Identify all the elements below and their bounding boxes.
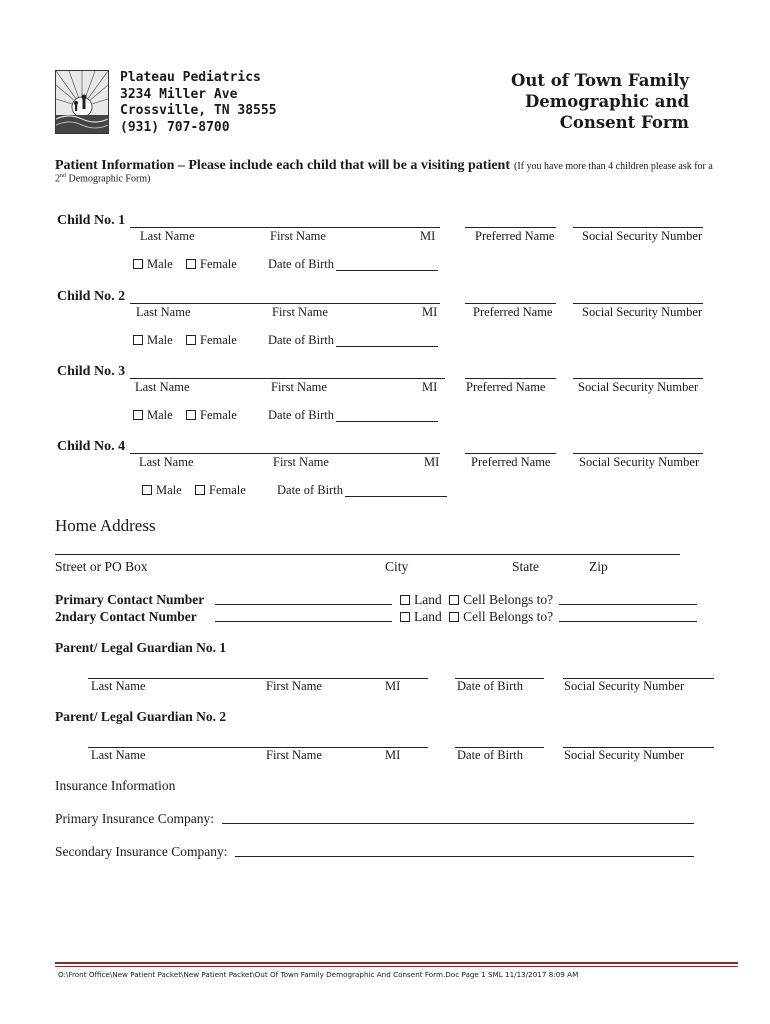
child-1-ssn-label: Social Security Number: [582, 229, 703, 243]
clinic-city: Crossville, TN 38555: [120, 103, 277, 118]
child-4-preferred-label: Preferred Name: [471, 455, 551, 469]
child-1-male-option: [133, 257, 173, 272]
child-2-male-checkbox[interactable]: [133, 335, 143, 345]
primary-contact-field[interactable]: [215, 604, 392, 605]
child-2-mi-label: MI: [422, 305, 438, 319]
child-4-female-label: Female: [209, 483, 246, 497]
child-3-last-name-label: Last Name: [135, 380, 190, 394]
child-1-female-label: Female: [200, 257, 237, 271]
clinic-name: Plateau Pediatrics: [120, 70, 261, 85]
child-2-last-name-label: Last Name: [136, 305, 191, 319]
street-label: Street or PO Box: [55, 559, 148, 574]
child-3-ssn-field[interactable]: [573, 378, 703, 379]
patient-info-note-cont: 2nd Demographic Form): [55, 173, 151, 185]
guardian-2-mi-label: MI: [385, 748, 401, 762]
child-4-male-option: [142, 483, 182, 498]
patient-info-heading: Patient Information – Please include each child that will be a visiting patient: [55, 158, 510, 173]
form-title-line-3: Consent Form: [559, 113, 689, 132]
secondary-insurance-label: Secondary Insurance Company:: [55, 844, 228, 859]
child-3-first-name-label: First Name: [271, 380, 327, 394]
guardian-2-label: Parent/ Legal Guardian No. 2: [55, 709, 227, 724]
primary-land-label: Land: [414, 592, 442, 607]
secondary-cell-checkbox[interactable]: [449, 612, 459, 622]
secondary-insurance-field[interactable]: [235, 856, 694, 857]
clinic-address-block: [120, 70, 277, 136]
primary-cell-checkbox[interactable]: [449, 595, 459, 605]
guardian-1-last-name-label: Last Name: [91, 679, 146, 693]
child-3-preferred-label: Preferred Name: [466, 380, 546, 394]
child-3-label: Child No. 3: [57, 364, 126, 379]
patient-info-heading-row: [55, 156, 713, 174]
child-4-dob-label: Date of Birth: [277, 483, 343, 497]
child-3-ssn-label: Social Security Number: [578, 380, 699, 394]
child-4-female-checkbox[interactable]: [195, 485, 205, 495]
primary-cell-owner-field[interactable]: [559, 604, 697, 605]
primary-land-checkbox[interactable]: [400, 595, 410, 605]
primary-contact-label: Primary Contact Number: [55, 592, 205, 607]
child-2-female-checkbox[interactable]: [186, 335, 196, 345]
child-2-dob-label: Date of Birth: [268, 333, 334, 347]
primary-cell-label: Cell Belongs to?: [463, 592, 554, 607]
guardian-1-first-name-label: First Name: [266, 679, 322, 693]
secondary-land-checkbox[interactable]: [400, 612, 410, 622]
child-2-preferred-field[interactable]: [465, 303, 556, 304]
child-3-male-checkbox[interactable]: [133, 410, 143, 420]
child-3-name-field[interactable]: [130, 378, 445, 379]
child-1-female-option: [186, 257, 237, 272]
guardian-2-dob-label: Date of Birth: [457, 748, 523, 762]
child-2-ssn-label: Social Security Number: [582, 305, 703, 319]
child-1-dob-label: Date of Birth: [268, 257, 334, 271]
primary-insurance-field[interactable]: [222, 823, 694, 824]
child-4-male-label: Male: [156, 483, 182, 497]
child-2-label: Child No. 2: [57, 289, 126, 304]
guardian-1-ssn-label: Social Security Number: [564, 679, 685, 693]
child-1-female-checkbox[interactable]: [186, 259, 196, 269]
child-1-mi-label: MI: [420, 229, 436, 243]
city-label: City: [385, 559, 409, 574]
insurance-heading: Insurance Information: [55, 778, 176, 793]
form-title-line-2: Demographic and: [524, 92, 689, 111]
child-3-mi-label: MI: [422, 380, 438, 394]
child-3-dob-field[interactable]: [336, 421, 438, 422]
form-title-line-1: Out of Town Family: [510, 71, 689, 90]
secondary-contact-label: 2ndary Contact Number: [55, 609, 197, 624]
secondary-land-label: Land: [414, 609, 442, 624]
clinic-logo: [55, 70, 109, 134]
child-4-ssn-field[interactable]: [573, 453, 703, 454]
guardian-1-mi-label: MI: [385, 679, 401, 693]
child-2-first-name-label: First Name: [272, 305, 328, 319]
state-label: State: [512, 559, 539, 574]
child-3-dob-label: Date of Birth: [268, 408, 334, 422]
child-4-last-name-label: Last Name: [139, 455, 194, 469]
child-1-first-name-label: First Name: [270, 229, 326, 243]
guardian-2-last-name-label: Last Name: [91, 748, 146, 762]
child-1-preferred-field[interactable]: [465, 227, 556, 228]
child-4-label: Child No. 4: [57, 439, 126, 454]
guardian-1-label: Parent/ Legal Guardian No. 1: [55, 640, 227, 655]
guardian-2-ssn-label: Social Security Number: [564, 748, 685, 762]
child-1-male-checkbox[interactable]: [133, 259, 143, 269]
footer-path: O:\Front Office\New Patient Packet\New Patient Packet\Out Of Town Family Demographic And Consent Form.Doc Page 1 SML 11/13/2017 8:09 AM: [58, 970, 579, 979]
child-2-dob-field[interactable]: [336, 346, 438, 347]
child-4-name-field[interactable]: [130, 453, 440, 454]
form-title: [511, 70, 689, 133]
footer-rule: [55, 962, 738, 964]
primary-insurance-label: Primary Insurance Company:: [55, 811, 214, 826]
child-2-preferred-label: Preferred Name: [473, 305, 553, 319]
secondary-cell-owner-field[interactable]: [559, 621, 697, 622]
child-4-ssn-label: Social Security Number: [579, 455, 700, 469]
home-address-heading: Home Address: [55, 516, 156, 535]
child-3-preferred-field[interactable]: [465, 378, 556, 379]
child-4-preferred-field[interactable]: [465, 453, 556, 454]
secondary-cell-label: Cell Belongs to?: [463, 609, 554, 624]
child-4-dob-field[interactable]: [345, 496, 447, 497]
patient-info-note: (If you have more than 4 children please ask for a: [514, 161, 713, 172]
clinic-phone: (931) 707-8700: [120, 119, 230, 135]
child-3-female-option: [186, 408, 237, 423]
zip-label: Zip: [589, 559, 608, 574]
child-2-name-field[interactable]: [130, 303, 440, 304]
child-3-female-label: Female: [200, 408, 237, 422]
child-1-name-field[interactable]: [130, 227, 440, 228]
child-2-female-option: [186, 333, 237, 348]
guardian-1-dob-label: Date of Birth: [457, 679, 523, 693]
primary-contact-type: [400, 592, 553, 608]
secondary-contact-field[interactable]: [215, 621, 392, 622]
child-1-male-label: Male: [147, 257, 173, 271]
guardian-2-first-name-label: First Name: [266, 748, 322, 762]
child-3-male-label: Male: [147, 408, 173, 422]
child-1-last-name-label: Last Name: [140, 229, 195, 243]
child-2-male-label: Male: [147, 333, 173, 347]
child-1-ssn-field[interactable]: [573, 227, 703, 228]
child-2-ssn-field[interactable]: [573, 303, 703, 304]
footer-rule-thin: [55, 966, 738, 967]
child-1-label: Child No. 1: [57, 213, 126, 228]
child-1-dob-field[interactable]: [336, 270, 438, 271]
clinic-street: 3234 Miller Ave: [120, 86, 238, 102]
home-address-field[interactable]: [55, 554, 680, 555]
child-4-male-checkbox[interactable]: [142, 485, 152, 495]
secondary-contact-type: [400, 609, 553, 625]
child-3-male-option: [133, 408, 173, 423]
child-2-female-label: Female: [200, 333, 237, 347]
clinic-logo-image: [56, 71, 108, 133]
child-1-preferred-label: Preferred Name: [475, 229, 555, 243]
child-4-first-name-label: First Name: [273, 455, 329, 469]
child-4-mi-label: MI: [424, 455, 440, 469]
child-4-female-option: [195, 483, 246, 498]
child-2-male-option: [133, 333, 173, 348]
child-3-female-checkbox[interactable]: [186, 410, 196, 420]
